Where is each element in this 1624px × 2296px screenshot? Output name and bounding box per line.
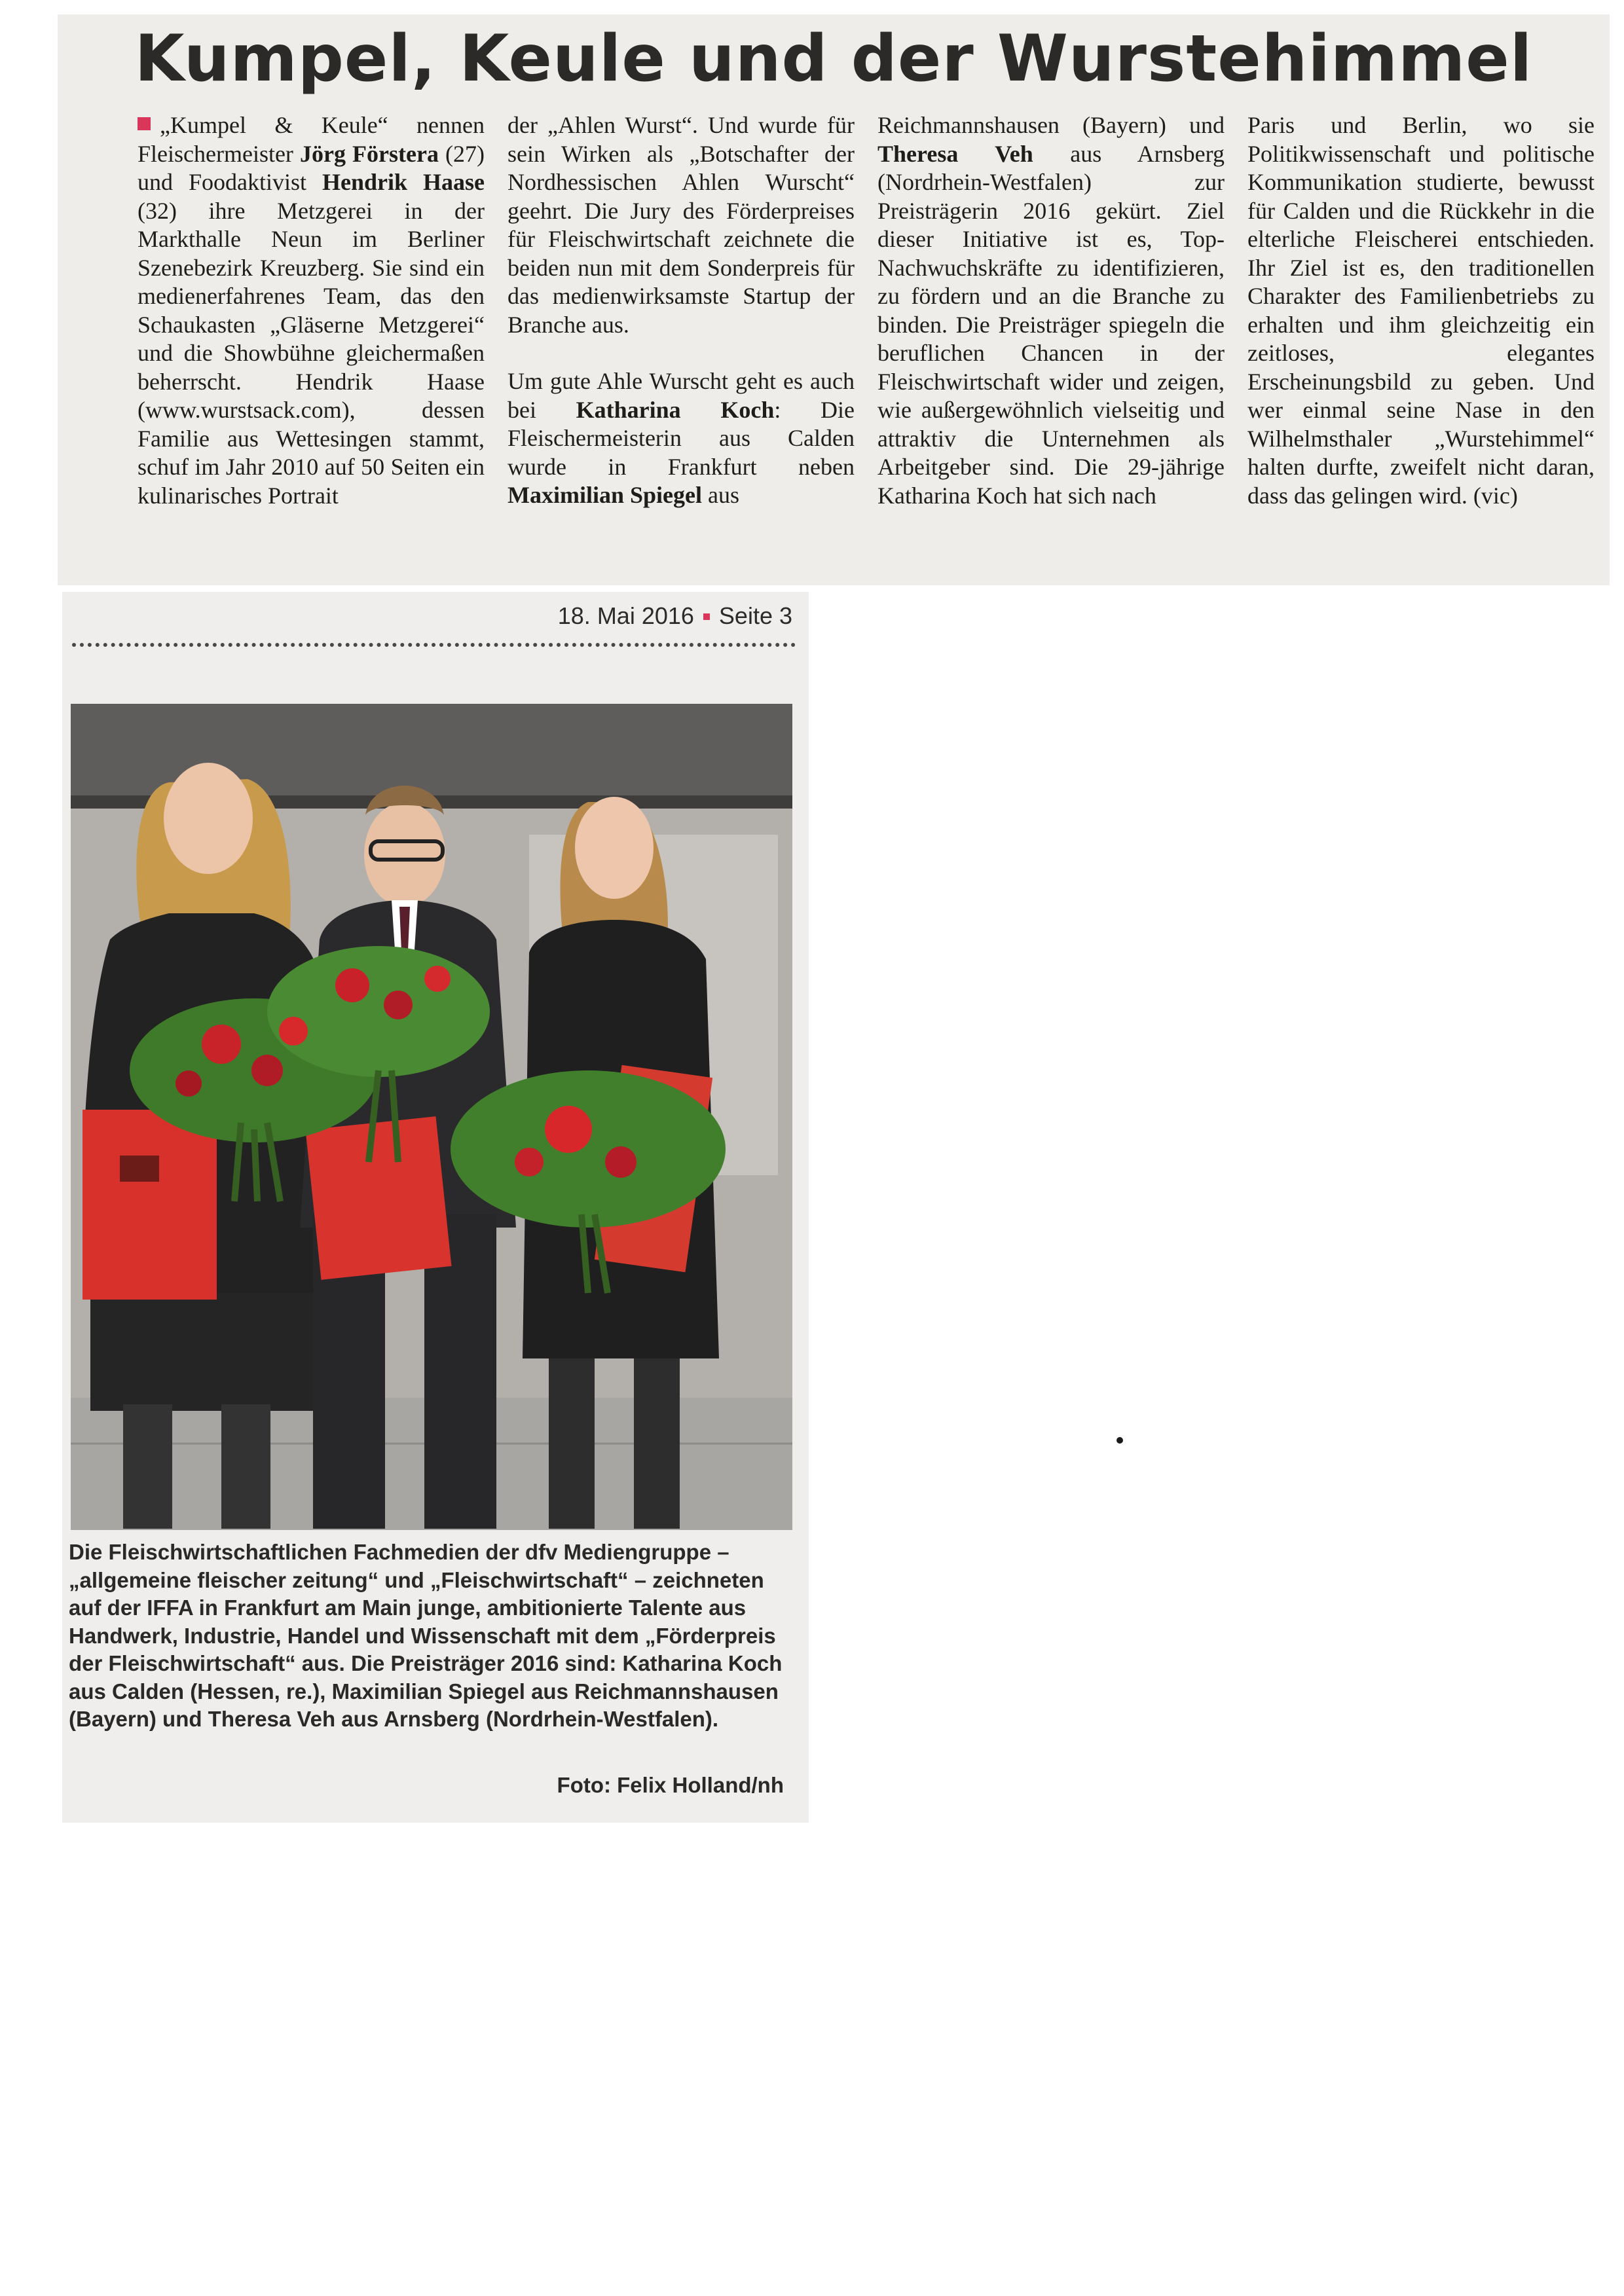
person-name: Maximilian Spiegel xyxy=(507,482,702,508)
article-column-2 xyxy=(507,111,855,579)
paragraph: der „Ahlen Wurst“. Und wurde für sein Wirken als „Botschafter der Nordhessischen Ahlen Wurscht“ geehrt. Die Jury des Förderpreises für Fleischwirtschaft zeichnete die beiden nun mit dem Sonderpreis für das medienwirksamste Startup der Branche aus. xyxy=(507,112,855,338)
paragraph: „Kumpel & Keule“ nennen Fleischermeister Jörg Förstera (27) und Foodaktivist Hendrik Haase (32) ihre Metzgerei in der Markthalle Neun im Berliner Szenebezirk Kreuzberg. Sie sind ein medienerfahrenes Team, das den Schaukasten „Gläserne Metzgerei“ und die Showbühne gleichermaßen beherrscht. Hendrik Haase (www.wurstsack.com), dessen Familie aus Wettesingen stammt, schuf im Jahr 2010 auf 50 Seiten ein kulinarisches Portrait xyxy=(138,112,485,509)
person-name: Katharina Koch xyxy=(576,396,775,423)
person-name: Jörg Förstera xyxy=(299,140,439,167)
scan-speck xyxy=(1116,1437,1123,1444)
dateline xyxy=(62,602,792,630)
paragraph: Reichmannshausen (Bayern) und Theresa Veh aus Arnsberg (Nordrhein-Westfalen) zur Preisträgerin 2016 gekürt. Ziel dieser Initiative ist es, Top-Nachwuchskräfte zu identifizieren, zu fördern und an die Branche zu binden. Die Preisträger spiegeln die beruflichen Chancen in der Fleischwirtschaft wider und zeigen, wie außergewöhnlich vielseitig und attraktiv die Unternehmen als Arbeitgeber sind. Die 29-jährige Katharina Koch hat sich nach xyxy=(877,112,1225,509)
article-headline: Kumpel, Keule und der Wurstehimmel xyxy=(134,22,1533,96)
person-name: Hendrik Haase xyxy=(322,169,485,195)
paragraph: Um gute Ahle Wurscht geht es auch bei Katharina Koch: Die Fleischermeisterin aus Calden wurde in Frankfurt neben Maximilian Spiegel aus xyxy=(507,368,855,508)
issue-date: 18. Mai 2016 xyxy=(557,602,694,629)
article-column-1 xyxy=(138,111,485,579)
paragraph: Paris und Berlin, wo sie Politikwissenschaft und politische Kommunikation studierte, bewusst für Calden und die Rückkehr in die elterliche Fleischerei entschieden. Ihr Ziel ist es, den traditionellen Charakter des Familienbetriebs zu erhalten und ihm gleichzeitig ein zeitloses, elegantes Erscheinungsbild zu geben. Und wer einmal seine Nase in den Wilhelmsthaler „Wurstehimmel“ halten durfte, zweifelt nicht daran, dass das gelingen wird. (vic) xyxy=(1247,112,1595,509)
award-photo-illustration xyxy=(71,704,792,1530)
award-photo xyxy=(71,704,792,1530)
article-column-4 xyxy=(1247,111,1595,579)
dotted-divider xyxy=(72,643,796,647)
page-number: Seite 3 xyxy=(718,602,792,629)
photo-credit: Foto: Felix Holland/nh xyxy=(557,1773,784,1797)
person-name: Theresa Veh xyxy=(877,140,1033,167)
article-body xyxy=(138,111,1595,579)
article-column-3 xyxy=(877,111,1225,579)
photo-caption: Die Fleischwirtschaftlichen Fachmedien der dfv Mediengruppe – „allgemeine fleischer zeitung“ und „Fleischwirtschaft“ – zeichneten auf der IFFA in Frankfurt am Main junge, ambitionierte Talente aus Handwerk, Industrie, Handel und Wissenschaft mit dem „Förderpreis der Fleischwirtschaft“ aus. Die Preisträger 2016 sind: Katharina Koch aus Calden (Hessen, re.), Maximilian Spiegel aus Reichmannshausen (Bayern) und Theresa Veh aus Arnsberg (Nordrhein-Westfalen). xyxy=(69,1540,783,1731)
square-separator-icon xyxy=(703,613,710,620)
square-bullet-icon xyxy=(138,117,151,130)
